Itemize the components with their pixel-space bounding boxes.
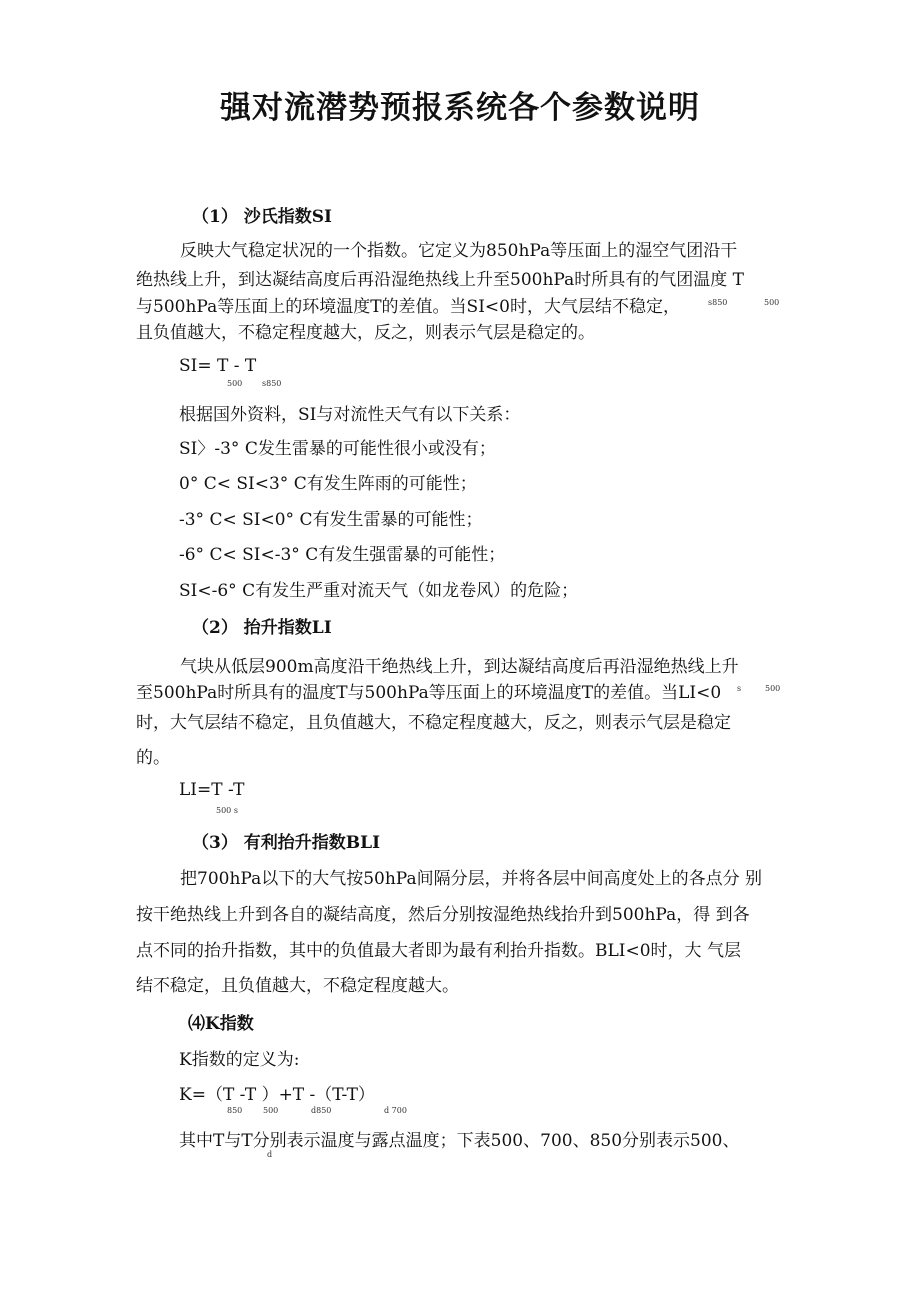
relation-item: SI〉-3° C发生雷暴的可能性很小或没有； xyxy=(179,439,496,459)
s3-line-3: 点不同的抬升指数，其中的负值最大者即为最有利抬升指数。BLI<0时，大 气层 xyxy=(136,941,741,961)
relation-item: 0° C< SI<3° C有发生阵雨的可能性； xyxy=(179,474,477,494)
section-1-heading: （1） 沙氏指数SI xyxy=(192,207,332,227)
s1-line-3-sub-a: s850 xyxy=(708,298,728,307)
s3-line-1: 把700hPa以下的大气按50hPa间隔分层，并将各层中间高度处上的各点分 别 xyxy=(180,869,762,889)
relation-item: -6° C< SI<-3° C有发生强雷暴的可能性； xyxy=(179,545,506,565)
relation-intro: 根据国外资料，SI与对流性天气有以下关系： xyxy=(179,405,521,425)
relation-item: SI<-6° C有发生严重对流天气（如龙卷风）的危险； xyxy=(179,581,579,601)
s3-line-4: 结不稳定，且负值越大，不稳定程度越大。 xyxy=(136,976,459,996)
s2-line-4: 的。 xyxy=(136,748,170,768)
section-4-heading: ⑷K指数 xyxy=(188,1014,254,1034)
s2-line-2-sub-a: s xyxy=(737,684,742,693)
s2-line-3: 时，大气层结不稳定，且负值越大，不稳定程度越大，反之，则表示气层是稳定 xyxy=(136,713,731,733)
li-formula-sub: 500 s xyxy=(216,806,238,815)
s2-line-2-sub-b: 500 xyxy=(765,684,781,693)
k-note: 其中T与T分别表示温度与露点温度；下表500、700、850分别表示500、 xyxy=(179,1131,740,1151)
si-formula-sub-b: s850 xyxy=(262,379,282,388)
k-intro: K指数的定义为: xyxy=(179,1050,300,1070)
s1-line-2: 绝热线上升，到达凝结高度后再沿湿绝热线上升至500hPa时所具有的气团温度 T xyxy=(136,270,744,290)
k-formula-sub: d850 xyxy=(311,1106,332,1115)
s1-line-1: 反映大气稳定状况的一个指数。它定义为850hPa等压面上的湿空气团沿干 xyxy=(180,241,738,261)
section-3-heading: （3） 有利抬升指数BLI xyxy=(192,833,381,853)
k-formula: K=（T -T ）+T -（T-T） xyxy=(179,1085,375,1105)
si-formula-sub-a: 500 xyxy=(227,379,243,388)
k-note-sub: d xyxy=(267,1150,273,1159)
li-formula: LI=T -T xyxy=(179,780,245,800)
s1-line-3-sub-b: 500 xyxy=(764,298,780,307)
k-formula-sub: 500 xyxy=(263,1106,279,1115)
s1-line-4: 且负值越大，不稳定程度越大，反之，则表示气层是稳定的。 xyxy=(136,323,595,343)
s2-line-2: 至500hPa时所具有的温度T与500hPa等压面上的环境温度T的差值。当LI<0 xyxy=(136,683,722,703)
k-formula-sub: d 700 xyxy=(384,1106,407,1115)
section-2-heading: （2） 抬升指数LI xyxy=(192,618,332,638)
k-formula-sub: 850 xyxy=(227,1106,243,1115)
s2-line-1: 气块从低层900m高度沿干绝热线上升，到达凝结高度后再沿湿绝热线上升 xyxy=(180,657,739,677)
relation-item: -3° C< SI<0° C有发生雷暴的可能性； xyxy=(179,510,483,530)
s1-line-3: 与500hPa等压面上的环境温度T的差值。当SI<0时，大气层结不稳定， xyxy=(136,297,680,317)
page-title: 强对流潜势预报系统各个参数说明 xyxy=(220,90,700,126)
si-formula: SI= T - T xyxy=(179,356,257,376)
s3-line-2: 按干绝热线上升到各自的凝结高度，然后分别按湿绝热线抬升到500hPa，得 到各 xyxy=(136,905,750,925)
